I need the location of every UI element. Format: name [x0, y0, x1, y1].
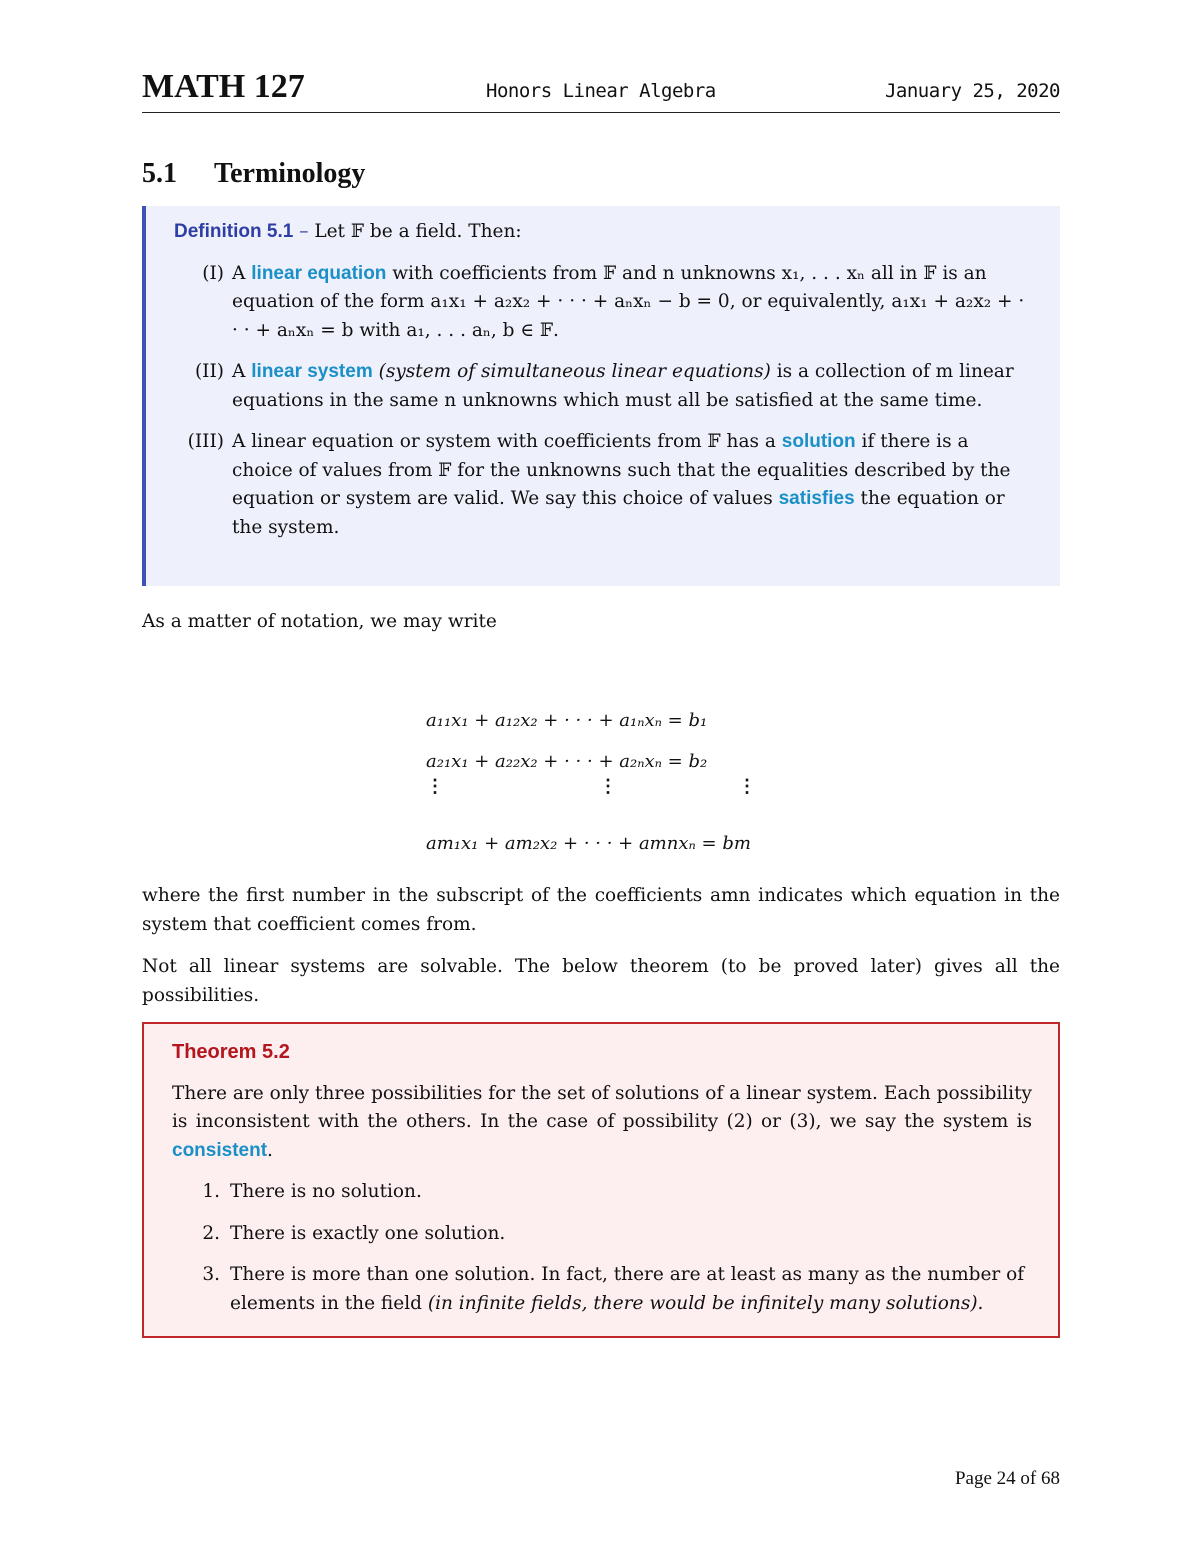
paragraph-where: where the first number in the subscript of the coefficients amn indicates which equation in the system that coefficient comes from.	[142, 885, 1060, 935]
definition-item	[174, 358, 1034, 415]
item-text: the equation or the system.	[232, 488, 1005, 538]
list-italic-note: (in infinite fields, there would be infinitely many solutions).	[427, 1292, 984, 1314]
vdots-icon: ⋮	[738, 776, 756, 797]
term-satisfies: satisfies	[778, 488, 855, 509]
course-title: Honors Linear Algebra	[486, 80, 716, 102]
paragraph-not-all: Not all linear systems are solvable. The below theorem (to be proved later) gives all the possibilities.	[142, 956, 1060, 1006]
term-solution: solution	[781, 431, 856, 452]
equation-row: a₂₁x₁ + a₂₂x₂ + · · · + a₂ₙxₙ = b₂	[426, 751, 708, 772]
theorem-list-item	[172, 1261, 1032, 1318]
list-text: There is more than one solution. In fact, there are at least as many as the number of elements in the field	[230, 1264, 1025, 1314]
item-italic-note: (system of simultaneous linear equations)	[378, 361, 771, 382]
item-label: (II)	[194, 361, 224, 382]
vdots-icon: ⋮	[426, 776, 444, 797]
term-linear-system: linear system	[251, 361, 373, 382]
list-label: 1.	[202, 1181, 220, 1202]
item-text: is a collection of m linear equations in the same n unknowns which must all be satisfied at the same time.	[232, 361, 1014, 411]
definition-heading: Definition 5.1	[174, 221, 294, 242]
header-date: January 25, 2020	[884, 80, 1060, 102]
definition-box	[142, 206, 1060, 586]
definition-item	[174, 260, 1034, 346]
theorem-box	[142, 1022, 1060, 1338]
definition-intro-line: Definition 5.1 – Let 𝔽 be a field. Then:	[174, 221, 522, 242]
item-text: A linear equation or system with coefficients from 𝔽 has a	[232, 431, 776, 452]
equation-row: a₁₁x₁ + a₁₂x₂ + · · · + a₁ₙxₙ = b₁	[426, 710, 708, 731]
item-label: (I)	[202, 262, 224, 284]
item-text: with coefficients from 𝔽 and n unknowns x₁, . . . xₙ all in 𝔽 is an equation of the form a₁x₁ + a₂x₂ + · · · + aₙxₙ − b = 0, or equivalently, a₁x₁ + a₂x₂ + · · · + aₙxₙ = b with a₁, . . . aₙ, b ∈ 𝔽.	[232, 262, 1025, 341]
theorem-text: .	[267, 1139, 273, 1161]
section-number: 5.1	[142, 158, 177, 189]
term-consistent: consistent	[172, 1139, 268, 1161]
course-code: MATH 127	[142, 68, 305, 105]
definition-item	[174, 428, 1034, 542]
list-text: There is exactly one solution.	[230, 1222, 506, 1244]
list-text: There is no solution.	[230, 1181, 422, 1202]
section-title: Terminology	[214, 158, 366, 189]
linear-system-display	[426, 700, 756, 864]
theorem-text: There are only three possibilities for the set of solutions of a linear system. Each possibility is inconsistent with the others. In the case of possibility (2) or (3), we say the system is	[172, 1082, 1032, 1132]
vdots-icon: ⋮	[599, 776, 617, 797]
theorem-list-item	[172, 1220, 1032, 1249]
item-text: A	[232, 262, 246, 284]
term-linear-equation: linear equation	[251, 262, 387, 284]
list-label: 3.	[202, 1264, 220, 1285]
item-text: A	[232, 361, 246, 382]
list-label: 2.	[202, 1222, 220, 1244]
equation-row: am₁x₁ + am₂x₂ + · · · + amnxₙ = bm	[426, 833, 751, 854]
notation-intro: As a matter of notation, we may write	[142, 611, 497, 632]
section-heading	[142, 158, 365, 190]
item-text: if there is a choice of values from 𝔽 for the unknowns such that the equalities described by the equation or system are valid. We say this choice of values	[232, 431, 1011, 509]
vertical-dots-row	[426, 776, 756, 823]
definition-intro: Let 𝔽 be a field. Then:	[314, 221, 522, 242]
item-label: (III)	[187, 431, 224, 452]
theorem-body	[172, 1080, 1032, 1166]
page-number: Page 24 of 68	[954, 1468, 1060, 1489]
theorem-heading: Theorem 5.2	[172, 1041, 290, 1063]
page-header	[142, 68, 1060, 113]
theorem-list-item	[172, 1178, 1032, 1207]
